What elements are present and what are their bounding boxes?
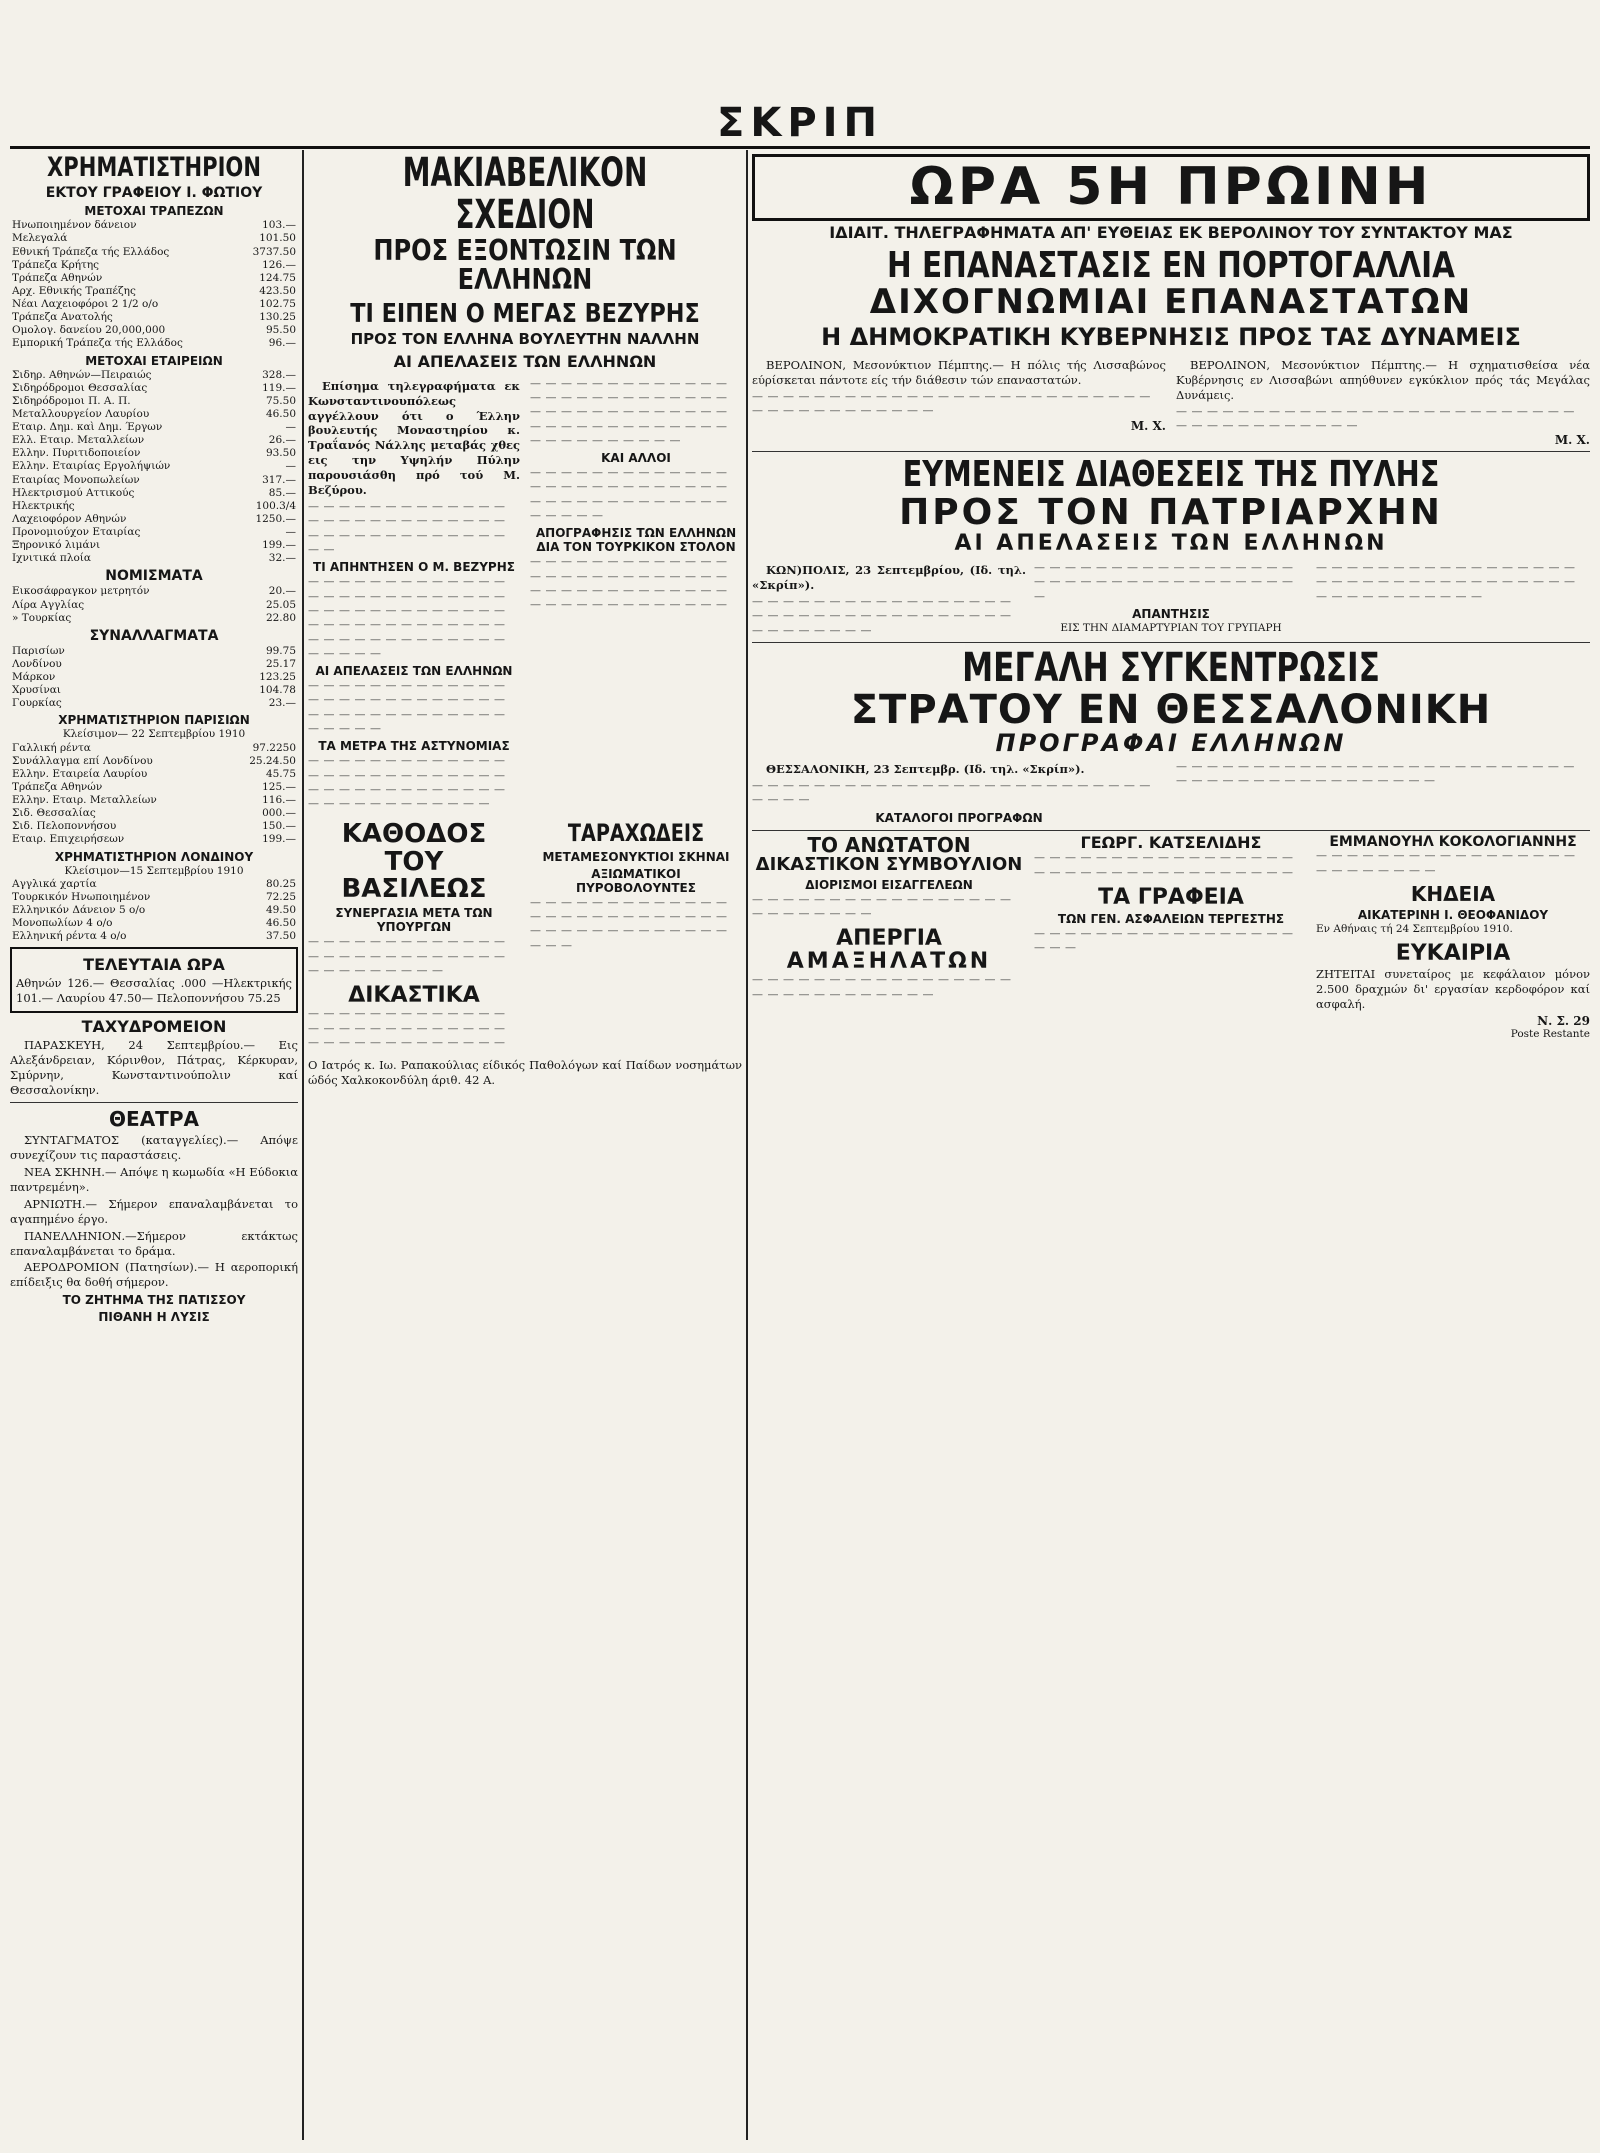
post-office-heading: ΤΑΧΥΔΡΟΜΕΙΟΝ <box>81 1017 227 1037</box>
column-telegrams: ΩΡΑ 5Η ΠΡΩΙΝΗ ΙΔΙΑΙΤ. ΤΗΛΕΓΡΑΦΗΜΑΤΑ ΑΠ' ΕΥΘΕΙΑΣ ΕΚ ΒΕΡΟΛΙΝΟΥ ΤΟΥ ΣΥΝΤΑΚΤΟΥ ΜΑΣ Η ΕΠΑΝΑΣΤΑΣΙΣ ΕΝ ΠΟΡΤΟΓΑΛΛΙΑ ΔΙΧΟΓΝΩΜΙΑΙ ΕΠΑΝΑΣΤΑΤΩΝ Η ΔΗΜΟΚΡΑΤΙΚΗ ΚΥΒΕΡΝΗΣΙΣ ΠΡΟΣ ΤΑΣ ΔΥΝΑΜΕΙΣ ΒΕΡΟΛΙΝΟΝ, Μεσονύκτιον Πέμπτης.— Η πόλις τής Λισσαβώνος εύρίσκεται πάντοτε είς τήν διάθεσιν τών επαναστατών. — — — — — — — — — — — — — — — — — — — — — — — — — — — — — — — — — — — — — — Μ. Χ. ΒΕΡΟΛΙΝΟΝ, Μεσονύκτιον Πέμπτης.— Η σχηματισθείσα νέα Κυβέρνησις εν Λισσαβώνι απηύθυνεν εγκύκλιον πρός τάς Μεγάλας Δυνάμεις. — — — — — — — — — — — — — — — — — — — — — — — — — — — — — — — — — — — — — — Μ. Χ. ΕΥΜΕΝΕΙΣ ΔΙΑΘΕΣΕΙΣ ΤΗΣ ΠΥΛΗΣ ΠΡΟΣ ΤΟΝ ΠΑΤΡΙΑΡΧΗΝ ΑΙ ΑΠΕΛΑΣΕΙΣ ΤΩΝ ΕΛΛΗΝΩΝ ΚΩΝ)ΠΟΛΙΣ, 23 Σεπτεμβρίου, (Ιδ. τηλ. «Σκρίπ»). — — — — — — — — — — — — — — — — — — — — — — — — — — — — — — — — — — — — — — — — — — — — — — — — — — — — — — — — — — — — — — — — — — — — — — — — — — — — — ΑΠΑΝΤΗΣΙΣ ΕΙΣ ΤΗΝ ΔΙΑΜΑΡΤΥΡΙΑΝ ΤΟΥ ΓΡΥΠΑΡΗ — — — — — — — — — — — — — — — — — — — — — — — — — — — — — — — — — — — — — — — — — — — — — ΜΕΓΑΛΗ ΣΥΓΚΕΝΤΡΩΣΙΣ ΣΤΡΑΤΟΥ ΕΝ ΘΕΣΣΑΛΟΝΙΚΗ ΠΡΟΓΡΑΦΑΙ ΕΛΛΗΝΩΝ ΘΕΣΣΑΛΟΝΙΚΗ, 23 Σεπτεμβρ. (Ιδ. τηλ. «Σκρίπ»). — — — — — — — — — — — — — — — — — — — — — — — — — — — — — — ΚΑΤΑΛΟΓΟΙ ΠΡΟΓΡΑΦΩΝ — — — — — — — — — — — — — — — — — — — — — — — — — — — — — — — — — — — — — — — — — — — ΤΟ ΑΝΩΤΑΤΟΝ ΔΙΚΑΣΤΙΚΟΝ ΣΥΜΒΟΥΛΙΟΝ ΔΙΟΡΙΣΜΟΙ ΕΙΣΑΓΓΕΛΕΩΝ — — — — — — — — — — — — — — — — — — — — — — — — — ΑΠΕΡΓΙΑ ΑΜΑΞΗΛΑΤΩΝ — — — — — — — — — — — — — — — — — — — — — — — — — — — — — ΓΕΩΡΓ. ΚΑΤΣΕΛΙΔΗΣ — — — — — — — — — — — — — — — — — — — — — — — — — — — — — — — — — — ΤΑ ΓΡΑΦΕΙΑ ΤΩΝ ΓΕΝ. ΑΣΦΑΛΕΙΩΝ ΤΕΡΓΕΣΤΗΣ — — — — — — — — — — — — — — — — — — — — ΕΜΜΑΝΟΥΗΛ ΚΟΚΟΛΟΓΙΑΝΝΗΣ — — — — — — — — — — — — — — — — — — — — — — — — — ΚΗΔΕΙΑ ΑΙΚΑΤΕΡΙΝΗ Ι. ΘΕΟΦΑΝΙΔΟΥ Εν Αθήναις τή 24 Σεπτεμβρίου 1910. ΕΥΚΑΙΡΙΑ ΖΗΤΕΙΤΑΙ συνεταίρος με κεφάλαιον μόνον 2.500 δραχμών δι' εργασίαν κερδοφόρον καί ασφαλή. Ν. Σ. 29 Poste Restante <box>752 150 1590 2140</box>
paris-exchange-date: Κλείσιμον— 22 Σεπτεμβρίου 1910 <box>62 728 246 741</box>
portugal-headline: Η ΕΠΑΝΑΣΤΑΣΙΣ ΕΝ ΠΟΡΤΟΓΑΛΛΙΑ <box>886 245 1455 287</box>
berlin-telegram-right: ΒΕΡΟΛΙΝΟΝ, Μεσονύκτιον Πέμπτης.— Η σχηματισθείσα νέα Κυβέρνησις εν Λισσαβώνι απηύθυνεν εγκύκλιον πρός τάς Μεγάλας Δυνάμεις. <box>1176 358 1590 402</box>
table-row: Ηλεκτρικής 100.3/4 <box>12 499 296 512</box>
signature: Μ. Χ. <box>1554 433 1590 448</box>
table-row: Σιδ. Πελοποννήσου 150.— <box>12 820 296 833</box>
funeral-date: Εν Αθήναις τή 24 Σεπτεμβρίου 1910. <box>1316 922 1513 935</box>
table-row: Σιδηρ. Αθηνών—Πειραιώς 328.— <box>12 368 296 381</box>
portugal-headline-2: ΔΙΧΟΓΝΩΜΙΑΙ ΕΠΑΝΑΣΤΑΤΩΝ <box>869 282 1473 323</box>
vizier-reply-heading: ΤΙ ΑΠΗΝΤΗΣΕΝ Ο Μ. ΒΕΖΥΡΗΣ <box>313 560 515 575</box>
court-headline-2: ΔΙΚΑΣΤΙΚΟΝ ΣΥΜΒΟΥΛΙΟΝ <box>755 853 1023 875</box>
table-row: Μονοπωλίων 4 ο/ο 46.50 <box>12 917 296 930</box>
table-row: Σιδηρόδρομοι Θεσσαλίας 119.— <box>12 381 296 394</box>
last-hour-heading: ΤΕΛΕΥΤΑΙΑ ΩΡΑ <box>83 955 225 975</box>
table-row: Γαλλική ρέντα 97.2250 <box>12 741 296 754</box>
thessaloniki-dateline: ΘΕΣΣΑΛΟΝΙΚΗ, 23 Σεπτεμβρ. (Ιδ. τηλ. «Σκρίπ»). <box>766 762 1085 777</box>
table-row: Αρχ. Εθνικής Τραπέζης 423.50 <box>12 284 296 297</box>
possible-solution-heading: ΠΙΘΑΝΗ Η ΛΥΣΙΣ <box>98 1310 210 1325</box>
doctor-ad: Ο Ιατρός κ. Ιω. Ραπακούλιας είδικός Παθολόγων καί Παίδων νοσημάτων ώδός Χαλκοκονδύλη άριθ. 42 Α. <box>308 1058 742 1088</box>
company-shares-heading: ΜΕΤΟΧΑΙ ΕΤΑΙΡΕΙΩΝ <box>85 353 223 368</box>
table-row: Ελλην. Εταιρεία Λαυρίου 45.75 <box>12 767 296 780</box>
table-row: Ελλην. Εταιρίας Εργολήψιών — <box>12 460 296 473</box>
others-heading: ΚΑΙ ΑΛΛΟΙ <box>601 451 671 466</box>
kicker-headline: ΜΑΚΙΑΒΕΛΙΚΟΝ ΣΧΕΔΙΟΝ <box>402 150 648 238</box>
table-row: Λίρα Αγγλίας 25.05 <box>12 598 296 611</box>
column-macchiavellian-plan: ΜΑΚΙΑΒΕΛΙΚΟΝ ΣΧΕΔΙΟΝ ΠΡΟΣ ΕΞΟΝΤΩΣΙΝ ΤΩΝ ΕΛΛΗΝΩΝ ΤΙ ΕΙΠΕΝ Ο ΜΕΓΑΣ ΒΕΖΥΡΗΣ ΠΡΟΣ ΤΟΝ ΕΛΛΗΝΑ ΒΟΥΛΕΥΤΗΝ ΝΑΛΛΗΝ ΑΙ ΑΠΕΛΑΣΕΙΣ ΤΩΝ ΕΛΛΗΝΩΝ Επίσημα τηλεγραφήματα εκ Κωνσταντινουπόλεως αγγέλλουν ότι ο Έλλην βουλευτής Μοναστηρίου κ. Τραΐανός Νάλλης μεταβάς χθες εις την Υψηλήν Πύλην παρουσιάσθη πρό τού Μ. Βεζύρου. — — — — — — — — — — — — — — — — — — — — — — — — — — — — — — — — — — — — — — — — — ΤΙ ΑΠΗΝΤΗΣΕΝ Ο Μ. ΒΕΖΥΡΗΣ — — — — — — — — — — — — — — — — — — — — — — — — — — — — — — — — — — — — — — — — — — — — — — — — — — — — — — — — — — — — — — — — — — — — — — ΑΙ ΑΠΕΛΑΣΕΙΣ ΤΩΝ ΕΛΛΗΝΩΝ — — — — — — — — — — — — — — — — — — — — — — — — — — — — — — — — — — — — — — — — — — — — ΤΑ ΜΕΤΡΑ ΤΗΣ ΑΣΤΥΝΟΜΙΑΣ — — — — — — — — — — — — — — — — — — — — — — — — — — — — — — — — — — — — — — — — — — — — — — — — — — — — — — — — — — — — — — — — — — — — — — — — — — — — — — — — — — — — — — — — — — — — — — — — — — — — — — — — — — — — — — — — — ΚΑΙ ΑΛΛΟΙ — — — — — — — — — — — — — — — — — — — — — — — — — — — — — — — — — — — — — — — — — — — — ΑΠΟΓΡΑΦΗΣΙΣ ΤΩΝ ΕΛΛΗΝΩΝ ΔΙΑ ΤΟΝ ΤΟΥΡΚΙΚΟΝ ΣΤΟΛΟΝ — — — — — — — — — — — — — — — — — — — — — — — — — — — — — — — — — — — — — — — — — — — — — — — — — — — — ΚΑΘΟΔΟΣ ΤΟΥ ΒΑΣΙΛΕΩΣ ΣΥΝΕΡΓΑΣΙΑ ΜΕΤΑ ΤΩΝ ΥΠΟΥΡΓΩΝ — — — — — — — — — — — — — — — — — — — — — — — — — — — — — — — — — — — ΔΙΚΑΣΤΙΚΑ — — — — — — — — — — — — — — — — — — — — — — — — — — — — — — — — — — — — — — — ΤΑΡΑΧΩΔΕΙΣ ΜΕΤΑΜΕΣΟΝΥΚΤΙΟΙ ΣΚΗΝΑΙ ΑΞΙΩΜΑΤΙΚΟΙ ΠΥΡΟΒΟΛΟΥΝΤΕΣ — — — — — — — — — — — — — — — — — — — — — — — — — — — — — — — — — — — — — — — — — — Ο Ιατρός κ. Ιω. Ραπακούλιας είδικός Παθολόγων καί Παίδων νοσημάτων ώδός Χαλκοκονδύλη άριθ. 42 Α. <box>308 150 742 1088</box>
column-divider <box>746 150 748 2140</box>
opportunity-text: ΖΗΤΕΙΤΑΙ συνεταίρος με κεφάλαιον μόνον 2.500 δραχμών δι' εργασίαν κερδοφόρον καί ασφαλή. <box>1316 967 1590 1012</box>
table-row: Γουρκίας 23.— <box>12 697 296 710</box>
table-row: Εμπορική Τράπεζα τής Ελλάδος 96.— <box>12 337 296 350</box>
signature: Μ. Χ. <box>1130 418 1166 433</box>
table-row: Ελλ. Εταιρ. Μεταλλείων 26.— <box>12 434 296 447</box>
theatres-heading: ΘΕΑΤΡΑ <box>109 1106 199 1131</box>
last-hour-text: Αθηνών 126.— Θεσσαλίας .000 —Ηλεκτρικής 101.— Λαυρίου 47.50— Πελοποννήσου 75.25 <box>16 976 292 1006</box>
army-headline-2: ΣΤΡΑΤΟΥ ΕΝ ΘΕΣΣΑΛΟΝΙΚΗ <box>850 686 1492 733</box>
riot-subheadline: ΜΕΤΑΜΕΣΟΝΥΚΤΙΟΙ ΣΚΗΝΑΙ <box>542 849 730 864</box>
riot-subheadline-2: ΑΞΙΩΜΑΤΙΚΟΙ ΠΥΡΟΒΟΛΟΥΝΤΕΣ <box>576 866 696 895</box>
masthead-rule <box>10 146 1590 149</box>
theatre-item: ΑΡΝΙΩΤΗ.— Σήμερον επαναλαμβάνεται το αγαπημένο έργο. <box>10 1196 298 1226</box>
column-stock-exchange <box>10 150 298 2140</box>
army-headline-3: ΠΡΟΓΡΑΦΑΙ ΕΛΛΗΝΩΝ <box>995 728 1347 757</box>
court-headline: ΤΟ ΑΝΩΤΑΤΟΝ <box>807 834 971 857</box>
porte-headline-3: ΑΙ ΑΠΕΛΑΣΕΙΣ ΤΩΝ ΕΛΛΗΝΩΝ <box>954 531 1388 557</box>
king-headline-1: ΚΑΘΟΔΟΣ <box>341 821 487 850</box>
court-subheadline: ΔΙΟΡΙΣΜΟΙ ΕΙΣΑΓΓΕΛΕΩΝ <box>805 877 973 892</box>
paris-exchange-table <box>10 742 298 847</box>
table-row: Προνομιούχον Εταιρίας — <box>12 526 296 539</box>
banner-headline: ΩΡΑ 5Η ΠΡΩΙΝΗ <box>909 157 1433 217</box>
table-row: Αγγλικά χαρτία 80.25 <box>12 877 296 890</box>
table-row: Μεταλλουργείον Λαυρίου 46.50 <box>12 407 296 420</box>
sub-headline-2: ΠΡΟΣ ΤΟΝ ΕΛΛΗΝΑ ΒΟΥΛΕΥΤΗΝ ΝΑΛΛΗΝ <box>350 330 700 349</box>
court-news-heading: ΔΙΚΑΣΤΙΚΑ <box>348 983 480 1009</box>
table-row: Ηνωποιημένον δάνειον 103.— <box>12 219 296 232</box>
table-row: Ομολογ. δανείου 20,000,000 95.50 <box>12 324 296 337</box>
bank-shares-heading: ΜΕΤΟΧΑΙ ΤΡΑΠΕΖΩΝ <box>84 204 224 219</box>
porte-headline-2: ΠΡΟΣ ΤΟΝ ΠΑΤΡΙΑΡΧΗΝ <box>899 492 1443 534</box>
army-headline: ΜΕΓΑΛΗ ΣΥΓΚΕΝΤΡΩΣΙΣ <box>962 644 1380 691</box>
porte-headline: ΕΥΜΕΝΕΙΣ ΔΙΑΘΕΣΕΙΣ ΤΗΣ ΠΥΛΗΣ <box>902 454 1440 496</box>
riot-headline: ΤΑΡΑΧΩΔΕΙΣ <box>567 821 705 848</box>
theatre-item: ΑΕΡΟΔΡΟΜΙΟΝ (Πατησίων).— Η αεροπορική επίδειξις θα δοθή σήμερον. <box>10 1260 298 1290</box>
table-row: Εταιρίας Μονοπωλείων 317.— <box>12 473 296 486</box>
stock-exchange-title: ΧΡΗΜΑΤΙΣΤΗΡΙΟΝ <box>47 152 261 183</box>
reply-subheading: ΕΙΣ ΤΗΝ ΔΙΑΜΑΡΤΥΡΙΑΝ ΤΟΥ ΓΡΥΠΑΡΗ <box>1060 622 1282 635</box>
funeral-name: ΑΙΚΑΤΕΡΙΝΗ Ι. ΘΕΟΦΑΝΙΔΟΥ <box>1357 907 1549 922</box>
kokologiannis-heading: ΕΜΜΑΝΟΥΗΛ ΚΟΚΟΛΟΓΙΑΝΝΗΣ <box>1329 834 1577 850</box>
table-row: Εθνική Τράπεζα τής Ελλάδος 3737.50 <box>12 245 296 258</box>
table-row: » Τουρκίας 22.80 <box>12 611 296 624</box>
offices-headline: ΤΑ ΓΡΑΦΕΙΑ <box>1098 885 1244 911</box>
london-exchange-date: Κλείσιμον—15 Σεπτεμβρίου 1910 <box>64 864 244 877</box>
stock-exchange-subtitle: ΕΚΤΟΥ ΓΡΑΦΕΙΟΥ Ι. ΦΩΤΙΟΥ <box>45 185 263 202</box>
berlin-telegram-left: ΒΕΡΟΛΙΝΟΝ, Μεσονύκτιον Πέμπτης.— Η πόλις τής Λισσαβώνος εύρίσκεται πάντοτε είς τήν διάθεσιν τών επαναστατών. <box>752 358 1166 387</box>
table-row: Τράπεζα Αθηνών 125.— <box>12 780 296 793</box>
catalogues-heading: ΚΑΤΑΛΟΓΟΙ ΠΡΟΓΡΑΦΩΝ <box>875 810 1043 825</box>
opportunity-heading: ΕΥΚΑΙΡΙΑ <box>1395 941 1511 967</box>
currency-heading: ΝΟΜΙΣΜΑΤΑ <box>105 568 203 585</box>
banner-subheadline: ΙΔΙΑΙΤ. ΤΗΛΕΓΡΑΦΗΜΑΤΑ ΑΠ' ΕΥΘΕΙΑΣ ΕΚ ΒΕΡΟΛΙΝΟΥ ΤΟΥ ΣΥΝΤΑΚΤΟΥ ΜΑΣ <box>829 222 1513 242</box>
funeral-heading: ΚΗΔΕΙΑ <box>1410 881 1496 906</box>
currency-table <box>10 585 298 624</box>
london-exchange-table <box>10 878 298 944</box>
strike-headline: ΑΠΕΡΓΙΑ <box>836 926 942 952</box>
theatre-item: ΣΥΝΤΑΓΜΑΤΟΣ (καταγγελίες).— Απόψε συνεχίζουν τις παραστάσεις. <box>10 1132 298 1162</box>
table-row: Εταιρ. Επιχειρήσεων 199.— <box>12 833 296 846</box>
table-row: Ιχνιτικά πλοία 32.— <box>12 552 296 565</box>
last-hour-box <box>10 947 298 1013</box>
king-subheadline: ΣΥΝΕΡΓΑΣΙΑ ΜΕΤΑ ΤΩΝ ΥΠΟΥΡΓΩΝ <box>335 906 493 935</box>
table-row: Ελληνικόν Δάνειον 5 ο/ο 49.50 <box>12 903 296 916</box>
strike-headline-2: ΑΜΑΞΗΛΑΤΩΝ <box>786 949 992 975</box>
table-row: Ηλεκτρισμού Αττικούς 85.— <box>12 486 296 499</box>
table-row: Χρυσίναι 104.78 <box>12 684 296 697</box>
reply-heading: ΑΠΑΝΤΗΣΙΣ <box>1132 607 1210 622</box>
exchange-heading: ΣΥΝΑΛΛΑΓΜΑΤΑ <box>89 627 219 644</box>
table-row: Μελεγαλά 101.50 <box>12 232 296 245</box>
column-divider <box>302 150 304 2140</box>
banner-box <box>752 154 1590 221</box>
theatre-item: ΝΕΑ ΣΚΗΝΗ.— Απόψε η κωμωδία «Η Εύδοκια παντρεμένη». <box>10 1164 298 1194</box>
table-row: Παρισίων 99.75 <box>12 644 296 657</box>
table-row: Νέαι Λαχειοφόροι 2 1/2 ο/ο 102.75 <box>12 298 296 311</box>
portugal-headline-3: Η ΔΗΜΟΚΡΑΤΙΚΗ ΚΥΒΕΡΝΗΣΙΣ ΠΡΟΣ ΤΑΣ ΔΥΝΑΜΕΙΣ <box>821 322 1521 351</box>
king-headline-2: ΤΟΥ ΒΑΣΙΛΕΩΣ <box>341 846 487 905</box>
table-row: Μάρκον 123.25 <box>12 671 296 684</box>
post-office-text: ΠΑΡΑΣΚΕΥΗ, 24 Σεπτεμβρίου.— Εις Αλεξάνδρειαν, Κόρινθον, Πάτρας, Κέρκυραν, Σμύρνην, Κωνσταντινούπολιν καί Θεσσαλονίκην. <box>10 1038 298 1098</box>
patissia-heading: ΤΟ ΖΗΤΗΜΑ ΤΗΣ ΠΑΤΙΣΣΟΥ <box>62 1293 246 1308</box>
table-row: Τράπεζα Αθηνών 124.75 <box>12 271 296 284</box>
exchange-table <box>10 645 298 711</box>
table-row: Τράπεζα Ανατολής 130.25 <box>12 311 296 324</box>
masthead: ΣΚΡΙΠ <box>717 100 883 146</box>
constantinople-dateline: ΚΩΝ)ΠΟΛΙΣ, 23 Σεπτεμβρίου, (Ιδ. τηλ. «Σκρίπ»). <box>752 563 1026 593</box>
table-row: Εταιρ. Δημ. καὶ Δημ. Έργων — <box>12 421 296 434</box>
police-measures-heading: ΤΑ ΜΕΤΡΑ ΤΗΣ ΑΣΤΥΝΟΜΙΑΣ <box>318 739 510 754</box>
sub-headline: ΤΙ ΕΙΠΕΝ Ο ΜΕΓΑΣ ΒΕΖΥΡΗΣ <box>350 298 700 329</box>
lead-paragraph: Επίσημα τηλεγραφήματα εκ Κωνσταντινουπόλεως αγγέλλουν ότι ο Έλλην βουλευτής Μοναστηρίου κ. Τραΐανός Νάλλης μεταβάς χθες εις την Υψηλήν Πύλην παρουσιάσθη πρό τού Μ. Βεζύρου. <box>308 378 520 498</box>
table-row: Συνάλλαγμα επί Λονδίνου 25.24.50 <box>12 754 296 767</box>
table-row: Ελλην. Πυριτιδοποιείον 93.50 <box>12 447 296 460</box>
bank-shares-table <box>10 219 298 350</box>
table-row: Τράπεζα Κρήτης 126.— <box>12 258 296 271</box>
theatre-item: ΠΑΝΕΛΛΗΝΙΟΝ.—Σήμερον εκτάκτως επαναλαμβάνεται το δράμα. <box>10 1228 298 1258</box>
poste-restante: Poste Restante <box>1510 1027 1590 1040</box>
aftermath-heading: ΑΙ ΑΠΕΛΑΣΕΙΣ ΤΩΝ ΕΛΛΗΝΩΝ <box>315 664 513 679</box>
table-row: Εικοσάφραγκον μετρητόν 20.— <box>12 585 296 598</box>
katselidis-heading: ΓΕΩΡΓ. ΚΑΤΣΕΛΙΔΗΣ <box>1080 834 1262 852</box>
two-column-body: Επίσημα τηλεγραφήματα εκ Κωνσταντινουπόλεως αγγέλλουν ότι ο Έλλην βουλευτής Μοναστηρίου κ. Τραΐανός Νάλλης μεταβάς χθες εις την Υψηλήν Πύλην παρουσιάσθη πρό τού Μ. Βεζύρου. — — — — — — — — — — — — — — — — — — — — — — — — — — — — — — — — — — — — — — — — — ΤΙ ΑΠΗΝΤΗΣΕΝ Ο Μ. ΒΕΖΥΡΗΣ — — — — — — — — — — — — — — — — — — — — — — — — — — — — — — — — — — — — — — — — — — — — — — — — — — — — — — — — — — — — — — — — — — — — — — ΑΙ ΑΠΕΛΑΣΕΙΣ ΤΩΝ ΕΛΛΗΝΩΝ — — — — — — — — — — — — — — — — — — — — — — — — — — — — — — — — — — — — — — — — — — — — ΤΑ ΜΕΤΡΑ ΤΗΣ ΑΣΤΥΝΟΜΙΑΣ — — — — — — — — — — — — — — — — — — — — — — — — — — — — — — — — — — — — — — — — — — — — — — — — — — — — — — — — — — — — — — — — — — — — — — — — — — — — — — — — — — — — — — — — — — — — — — — — — — — — — — — — — — — — — — — — — ΚΑΙ ΑΛΛΟΙ — — — — — — — — — — — — — — — — — — — — — — — — — — — — — — — — — — — — — — — — — — — — ΑΠΟΓΡΑΦΗΣΙΣ ΤΩΝ ΕΛΛΗΝΩΝ ΔΙΑ ΤΟΝ ΤΟΥΡΚΙΚΟΝ ΣΤΟΛΟΝ — — — — — — — — — — — — — — — — — — — — — — — — — — — — — — — — — — — — — — — — — — — — — — — — — — — — <box>308 377 742 812</box>
main-headline: ΠΡΟΣ ΕΞΟΝΤΩΣΙΝ ΤΩΝ ΕΛΛΗΝΩΝ <box>373 234 677 297</box>
table-row: Λονδίνου 25.17 <box>12 657 296 670</box>
offices-subheadline: ΤΩΝ ΓΕΝ. ΑΣΦΑΛΕΙΩΝ ΤΕΡΓΕΣΤΗΣ <box>1057 912 1285 927</box>
table-row: Λαχειοφόρον Αθηνών 1250.— <box>12 512 296 525</box>
table-row: Σιδηρόδρομοι Π. Α. Π. 75.50 <box>12 394 296 407</box>
table-row: Ξηρονικό λιμάνι 199.— <box>12 539 296 552</box>
company-shares-table <box>10 369 298 566</box>
sub-headline-3: ΑΙ ΑΠΕΛΑΣΕΙΣ ΤΩΝ ΕΛΛΗΝΩΝ <box>393 351 657 371</box>
paris-exchange-heading: ΧΡΗΜΑΤΙΣΤΗΡΙΟΝ ΠΑΡΙΣΙΩΝ <box>58 713 250 728</box>
table-row: Ελλην. Εταιρ. Μεταλλείων 116.— <box>12 794 296 807</box>
london-exchange-heading: ΧΡΗΜΑΤΙΣΤΗΡΙΟΝ ΛΟΝΔΙΝΟΥ <box>54 849 254 864</box>
table-row: Τουρκικόν Ηνωποιημένον 72.25 <box>12 890 296 903</box>
opportunity-signature: Ν. Σ. 29 <box>1537 1013 1590 1028</box>
table-row: Σιδ. Θεσσαλίας 000.— <box>12 807 296 820</box>
fleet-census-heading: ΑΠΟΓΡΑΦΗΣΙΣ ΤΩΝ ΕΛΛΗΝΩΝ ΔΙΑ ΤΟΝ ΤΟΥΡΚΙΚΟΝ ΣΤΟΛΟΝ <box>535 526 737 555</box>
table-row: Ελληνική ρέντα 4 ο/ο 37.50 <box>12 930 296 943</box>
